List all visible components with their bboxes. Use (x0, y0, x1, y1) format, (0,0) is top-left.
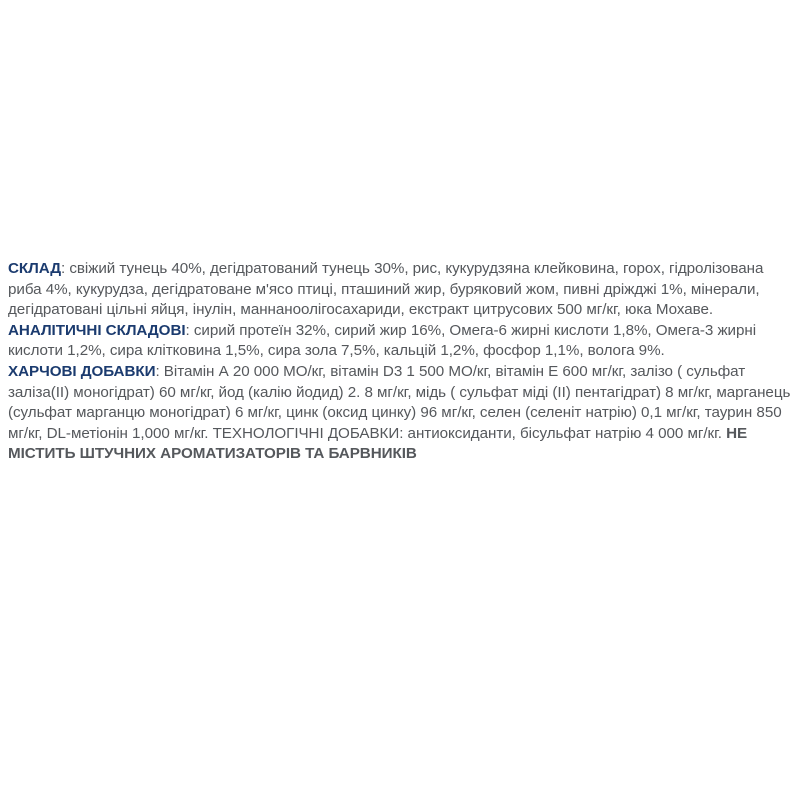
analytical-components-text: : сирий протеїн 32%, сирий жир 16%, Омега-6 жирні кислоти 1,8%, Омега-3 жирні кислоти 1,2%, сира клітковина 1,5%, сира зола 7,5%, кальцій 1,2%, фосфор 1,1%, волога 9%. (8, 321, 757, 360)
composition-section (8, 259, 792, 321)
analytical-components-heading: АНАЛІТИЧНІ СКЛАДОВІ (8, 321, 186, 339)
nutritional-additives-section (8, 362, 792, 465)
nutritional-additives-text: : Вітамін А 20 000 МО/кг, вітамін D3 1 500 МО/кг, вітамін Е 600 мг/кг, залізо ( сульфат заліза(II) моногідрат) 60 мг/кг, йод (калію йодид) 2. 8 мг/кг, мідь ( сульфат міді (II) пентагідрат) 8 мг/кг, марганець (сульфат марганцю моногідрат) 6 мг/кг, цинк (оксид цинку) 96 мг/кг, селен (селеніт натрію) 0,1 мг/кг, таурин 850 мг/кг, DL-метіонін 1,000 мг/кг. ТЕХНОЛОГІЧНІ ДОБАВКИ: антиоксиданти, бісульфат натрію 4 000 мг/кг. (8, 362, 791, 442)
nutritional-additives-heading: ХАРЧОВІ ДОБАВКИ (8, 362, 156, 380)
no-artificial-notice: НЕ МІСТИТЬ ШТУЧНИХ АРОМАТИЗАТОРІВ ТА БАРВНИКІВ (8, 424, 748, 463)
composition-text-block (8, 259, 792, 465)
composition-heading: СКЛАД (8, 260, 61, 277)
composition-text: : свіжий тунець 40%, дегідратований тунець 30%, рис, кукурудзяна клейковина, горох, гідролізована риба 4%, кукурудза, дегідратоване м'ясо птиці, пташиний жир, буряковий жом, пивні дріжджі 1%, мінерали, дегідратовані цільні яйця, інулін, маннаноолігосахариди, екстракт цитрусових 500 мг/кг, юка Мохаве. (8, 260, 764, 319)
analytical-components-section (8, 321, 792, 362)
